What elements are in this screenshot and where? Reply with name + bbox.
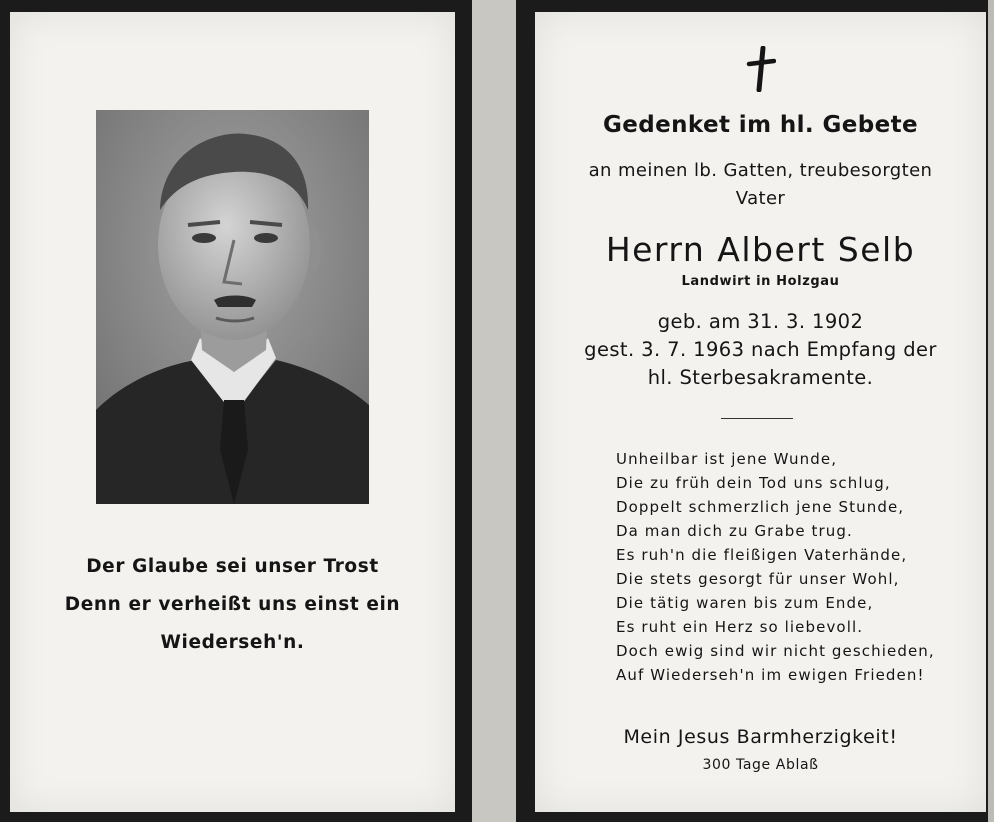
left-card	[10, 12, 455, 812]
poem-line: Doch ewig sind wir nicht geschieden,	[616, 642, 935, 660]
dedication-line-1: an meinen lb. Gatten, treubesorgten	[588, 160, 933, 181]
dedication-line-2: Vater	[735, 188, 786, 209]
poem	[616, 447, 935, 687]
cross-icon	[535, 46, 986, 96]
right-edge-strip	[988, 0, 994, 822]
indulgence: 300 Tage Ablaß	[702, 757, 819, 773]
poem-line: Die zu früh dein Tod uns schlug,	[616, 474, 891, 492]
portrait-photo	[96, 110, 369, 504]
heading: Gedenket im hl. Gebete	[603, 112, 918, 138]
occupation: Landwirt in Holzgau	[681, 274, 840, 289]
death-line-2: hl. Sterbesakramente.	[647, 366, 874, 389]
poem-line: Da man dich zu Grabe trug.	[616, 522, 853, 540]
poem-line: Doppelt schmerzlich jene Stunde,	[616, 498, 905, 516]
poem-line: Auf Wiederseh'n im ewigen Frieden!	[616, 666, 925, 684]
divider	[721, 418, 793, 419]
quote-line-3: Wiederseh'n.	[160, 632, 305, 653]
prayer: Mein Jesus Barmherzigkeit!	[623, 726, 898, 748]
poem-line: Die stets gesorgt für unser Wohl,	[616, 570, 900, 588]
birth-date: geb. am 31. 3. 1902	[657, 310, 864, 333]
deceased-name: Herrn Albert Selb	[605, 230, 916, 269]
portrait-image	[96, 110, 369, 504]
quote-line-2: Denn er verheißt uns einst ein	[64, 594, 401, 615]
poem-line: Die tätig waren bis zum Ende,	[616, 594, 874, 612]
right-card	[535, 12, 986, 812]
poem-line: Es ruht ein Herz so liebevoll.	[616, 618, 864, 636]
center-paper-strip	[472, 0, 516, 822]
death-line-1: gest. 3. 7. 1963 nach Empfang der	[584, 338, 937, 361]
poem-line: Unheilbar ist jene Wunde,	[616, 450, 838, 468]
quote-line-1: Der Glaube sei unser Trost	[86, 556, 379, 577]
poem-line: Es ruh'n die fleißigen Vaterhände,	[616, 546, 908, 564]
